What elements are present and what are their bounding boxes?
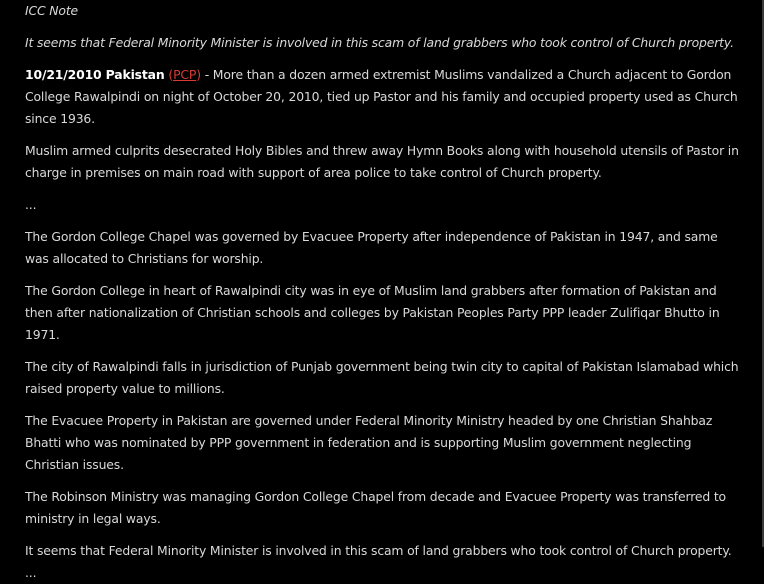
ellipsis-2: ... (25, 565, 37, 580)
article-body (25, 0, 741, 584)
paragraph-6: The Robinson Ministry was managing Gordon College Chapel from decade and Evacuee Property was transferred to ministry in legal ways. (25, 489, 726, 526)
icc-note-text: It seems that Federal Minority Minister is involved in this scam of land grabbers who took control of Church property. (25, 35, 734, 50)
lead-text: - More than a dozen armed extremist Muslims vandalized a Church adjacent to Gordon College Rawalpindi on night of October 20, 2010, tied up Pastor and his family and occupied property used as Church since 1936. (25, 67, 738, 126)
source-paren: (PCP) (168, 67, 201, 82)
paragraph-3: The Gordon College in heart of Rawalpindi city was in eye of Muslim land grabbers after formation of Pakistan and then after nationalization of Christian schools and colleges by Pakistan Peoples Party PPP leader Zulifiqar Bhutto in 1971. (25, 283, 720, 342)
ellipsis-1: ... (25, 197, 37, 212)
paragraph-1: Muslim armed culprits desecrated Holy Bibles and threw away Hymn Books along with household utensils of Pastor in charge in premises on main road with support of area police to take control of Church property. (25, 143, 739, 180)
paragraph-5: The Evacuee Property in Pakistan are governed under Federal Minority Ministry headed by one Christian Shahbaz Bhatti who was nominated by PPP government in federation and is supporting Muslim government neglecting Christian issues. (25, 413, 713, 472)
paragraph-2: The Gordon College Chapel was governed by Evacuee Property after independence of Pakistan in 1947, and same was allocated to Christians for worship. (25, 229, 718, 266)
paragraph-4: The city of Rawalpindi falls in jurisdiction of Punjab government being twin city to capital of Pakistan Islamabad which raised property value to millions. (25, 359, 739, 396)
icc-note-heading: ICC Note (25, 3, 79, 18)
source-link[interactable]: PCP (173, 67, 197, 82)
lead-paragraph (25, 64, 741, 130)
dateline: 10/21/2010 Pakistan (25, 67, 165, 82)
paragraph-7: It seems that Federal Minority Minister is involved in this scam of land grabbers who took control of Church property. (25, 543, 732, 558)
